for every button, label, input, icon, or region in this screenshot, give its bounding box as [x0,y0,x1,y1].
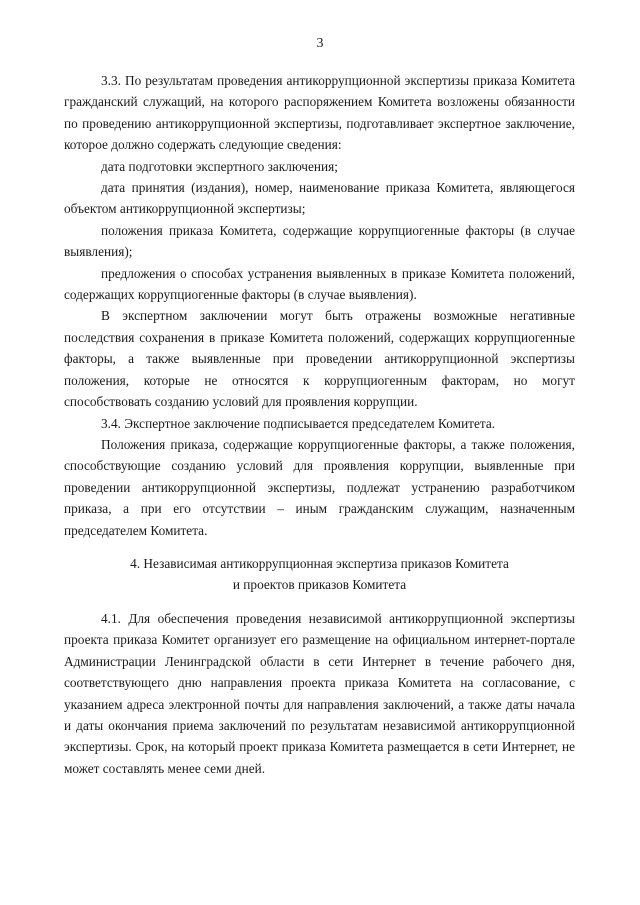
list-item-adoption-date: дата принятия (издания), номер, наименование приказа Комитета, являющегося объектом антикоррупционной экспертизы; [64,180,575,217]
section-heading [64,553,575,595]
list-item-elimination-proposals: предложения о способах устранения выявленных в приказе Комитета положений, содержащих коррупциогенные факторы (в случае выявления). [64,265,575,303]
paragraph-3-3: 3.3. По результатам проведения антикоррупционной экспертизы приказа Комитета гражданский служащий, на которого распоряжением Комитета возложены обязанности по проведению антикоррупционной экспертизы, подготавливает экспертное заключение, которое должно содержать следующие сведения: [64,73,575,153]
section-heading-line-2: и проектов приказов Комитета [232,576,407,592]
document-body [64,70,575,779]
page-number: 3 [316,36,324,51]
section-heading-line-1: 4. Независимая антикоррупционная экспертиза приказов Комитета [130,555,509,571]
paragraph-3-4: 3.4. Экспертное заключение подписывается председателем Комитета. [101,415,496,431]
paragraph-negative-consequences: В экспертном заключении могут быть отражены возможные негативные последствия сохранения в приказе Комитета положений, содержащих коррупциогенные факторы, а также выявленные при проведении антикоррупционной экспертизы положения, которые не относятся к коррупциогенным факторам, но могут способствовать созданию условий для проявления коррупции. [64,308,575,410]
list-item-preparation-date: дата подготовки экспертного заключения; [101,158,338,174]
paragraph-4-1: 4.1. Для обеспечения проведения независимой антикоррупционной экспертизы проекта приказа Комитет организует его размещение на официальном интернет-портале Администрации Ленинградской области в сети Интернет в течение рабочего дня, соответствующего дню направления проекта приказа Комитета на согласование, с указанием адреса электронной почты для направления заключений, а также даты начала и даты окончания приема заключений по результатам независимой антикоррупционной экспертизы. Срок, на который проект приказа Комитета размещается в сети Интернет, не может составлять менее семи дней. [64,610,575,776]
list-item-corruption-provisions: положения приказа Комитета, содержащие коррупциогенные факторы (в случае выявления); [64,222,575,260]
paragraph-elimination: Положения приказа, содержащие коррупциогенные факторы, а также положения, способствующие созданию условий для проявления коррупции, выявленные при проведении антикоррупционной экспертизы, подлежат устранению разработчиком приказа, а при его отсутствии – иным гражданским служащим, назначенным председателем Комитета. [64,436,575,538]
